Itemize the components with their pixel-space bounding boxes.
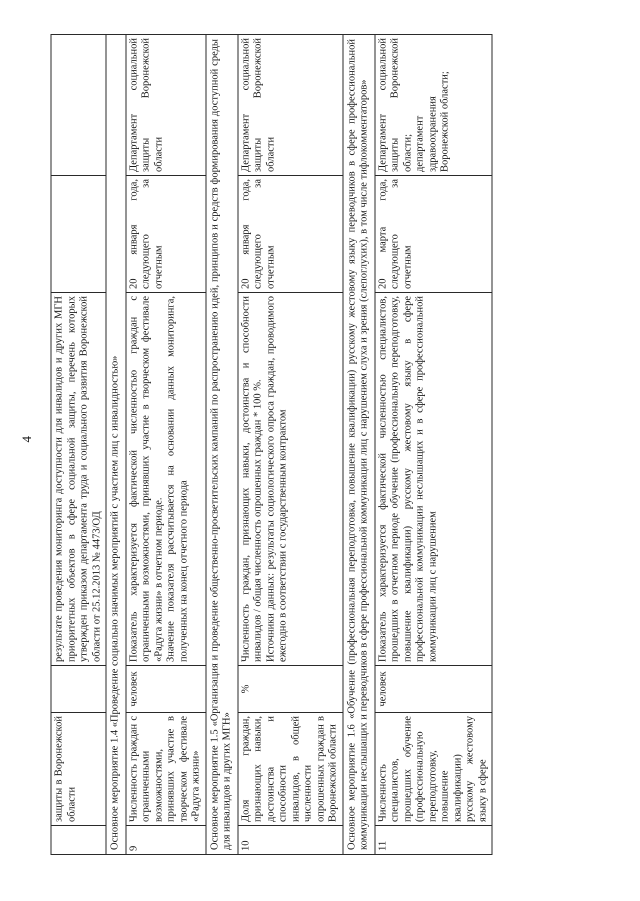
cell-num: 10 [238,826,343,855]
cell-responsible: Департамент социальной защиты Воронежской области [126,35,206,176]
section-heading-1-6: Основное мероприятие 1.6 «Обучение (профессиональная переподготовка, повышение квалификации) русскому жестовому языку переводчиков в сфере профессиональной коммуникации неслышащих и переводчиков в сфере профессиональной коммуникации лиц с нарушением слуха и зрения (слепоглухих), в том числе тифлокомментаторов» [343,35,375,855]
cell-name: защиты в Воронежской области [51,713,106,826]
cell-responsible: Департамент социальной защиты Воронежской области [238,35,343,176]
section-row [106,35,126,855]
table-row [238,35,343,855]
cell-name: Доля граждан, признающих навыки, достоинства и способности инвалидов, в общей численности опрошенных граждан в Воронежской области [238,713,343,826]
indicators-table [51,34,493,855]
cell-name: Численность специалистов, прошедших обучение (профессиональную переподготовку, повышение квалификации) русскому жестовому языку в сфере [375,713,493,826]
cell-method: Показатель характеризуется фактической численностью специалистов, прошедших в отчетном периоде обучение (профессиональную переподготовку, повышение квалификации) русскому жестовому языку в сфере профессиональной коммуникации неслышащих и в сфере профессиональной коммуникации лиц с нарушением [375,293,493,666]
responsible-text: департамент здравоохранения Воронежской области; [414,71,451,172]
cell-deadline: 20 марта года, следующего за отчетным [375,176,493,293]
section-heading-1-4: Основное мероприятие 1.4 «Проведение социально значимых мероприятий с участием лиц с инвалидностью» [106,35,126,855]
cell-num: 9 [126,826,206,855]
method-text: Значение показателя рассчитывается на основании данных мониторинга, полученных на конец отчетного периода [165,296,189,662]
section-row [343,35,375,855]
page-number: 4 [19,436,34,443]
cell-method: результате проведения мониторинга доступности для инвалидов и других МГН приоритетных объектов в сфере социальной защиты, перечень которых утвержден приказом департамента труда и социального развития Воронежской области от 25.12.2013 № 4473/ОД [51,293,106,666]
cell-responsible [51,35,106,176]
responsible-text: Департамент социальной защиты Воронежской области; [377,38,413,172]
table-row [375,35,493,855]
cell-deadline: 20 января года, следующего за отчетным [126,176,206,293]
cell-method [126,293,206,666]
cell-method [238,293,343,666]
table-row [51,35,106,855]
cell-responsible [375,35,493,176]
method-text: Показатель характеризуется фактической численностью граждан с ограниченными возможностями, принявших участие в творческом фестивале «Радуга жизни» в отчетном периоде. [128,296,164,662]
method-text: Численность граждан, признающих навыки, достоинства и способности инвалидов / общая численность опрошенных граждан * 100 %. [240,296,264,662]
method-text: Источники данных: результаты социологического опроса граждан, проводимого ежегодно в соответствии с государственным контрактом [265,296,289,662]
cell-unit: человек [375,666,493,713]
section-heading-1-5: Основное мероприятие 1.5 «Организация и проведение общественно-просветительских кампаний по распространению идей, принципов и средств формирования доступной среды для инвалидов и других МГН» [206,35,238,855]
cell-deadline: 20 января года, следующего за отчетным [238,176,343,293]
cell-deadline [51,176,106,293]
cell-unit [51,666,106,713]
cell-num: 11 [375,826,493,855]
cell-unit: % [238,666,343,713]
cell-num [51,826,106,855]
table-row [126,35,206,855]
section-row [206,35,238,855]
cell-unit: человек [126,666,206,713]
cell-name: Численность граждан с ограниченными возможностями, принявших участие в творческом фестивале «Радуга жизни» [126,713,206,826]
rotated-page-content [51,35,586,855]
